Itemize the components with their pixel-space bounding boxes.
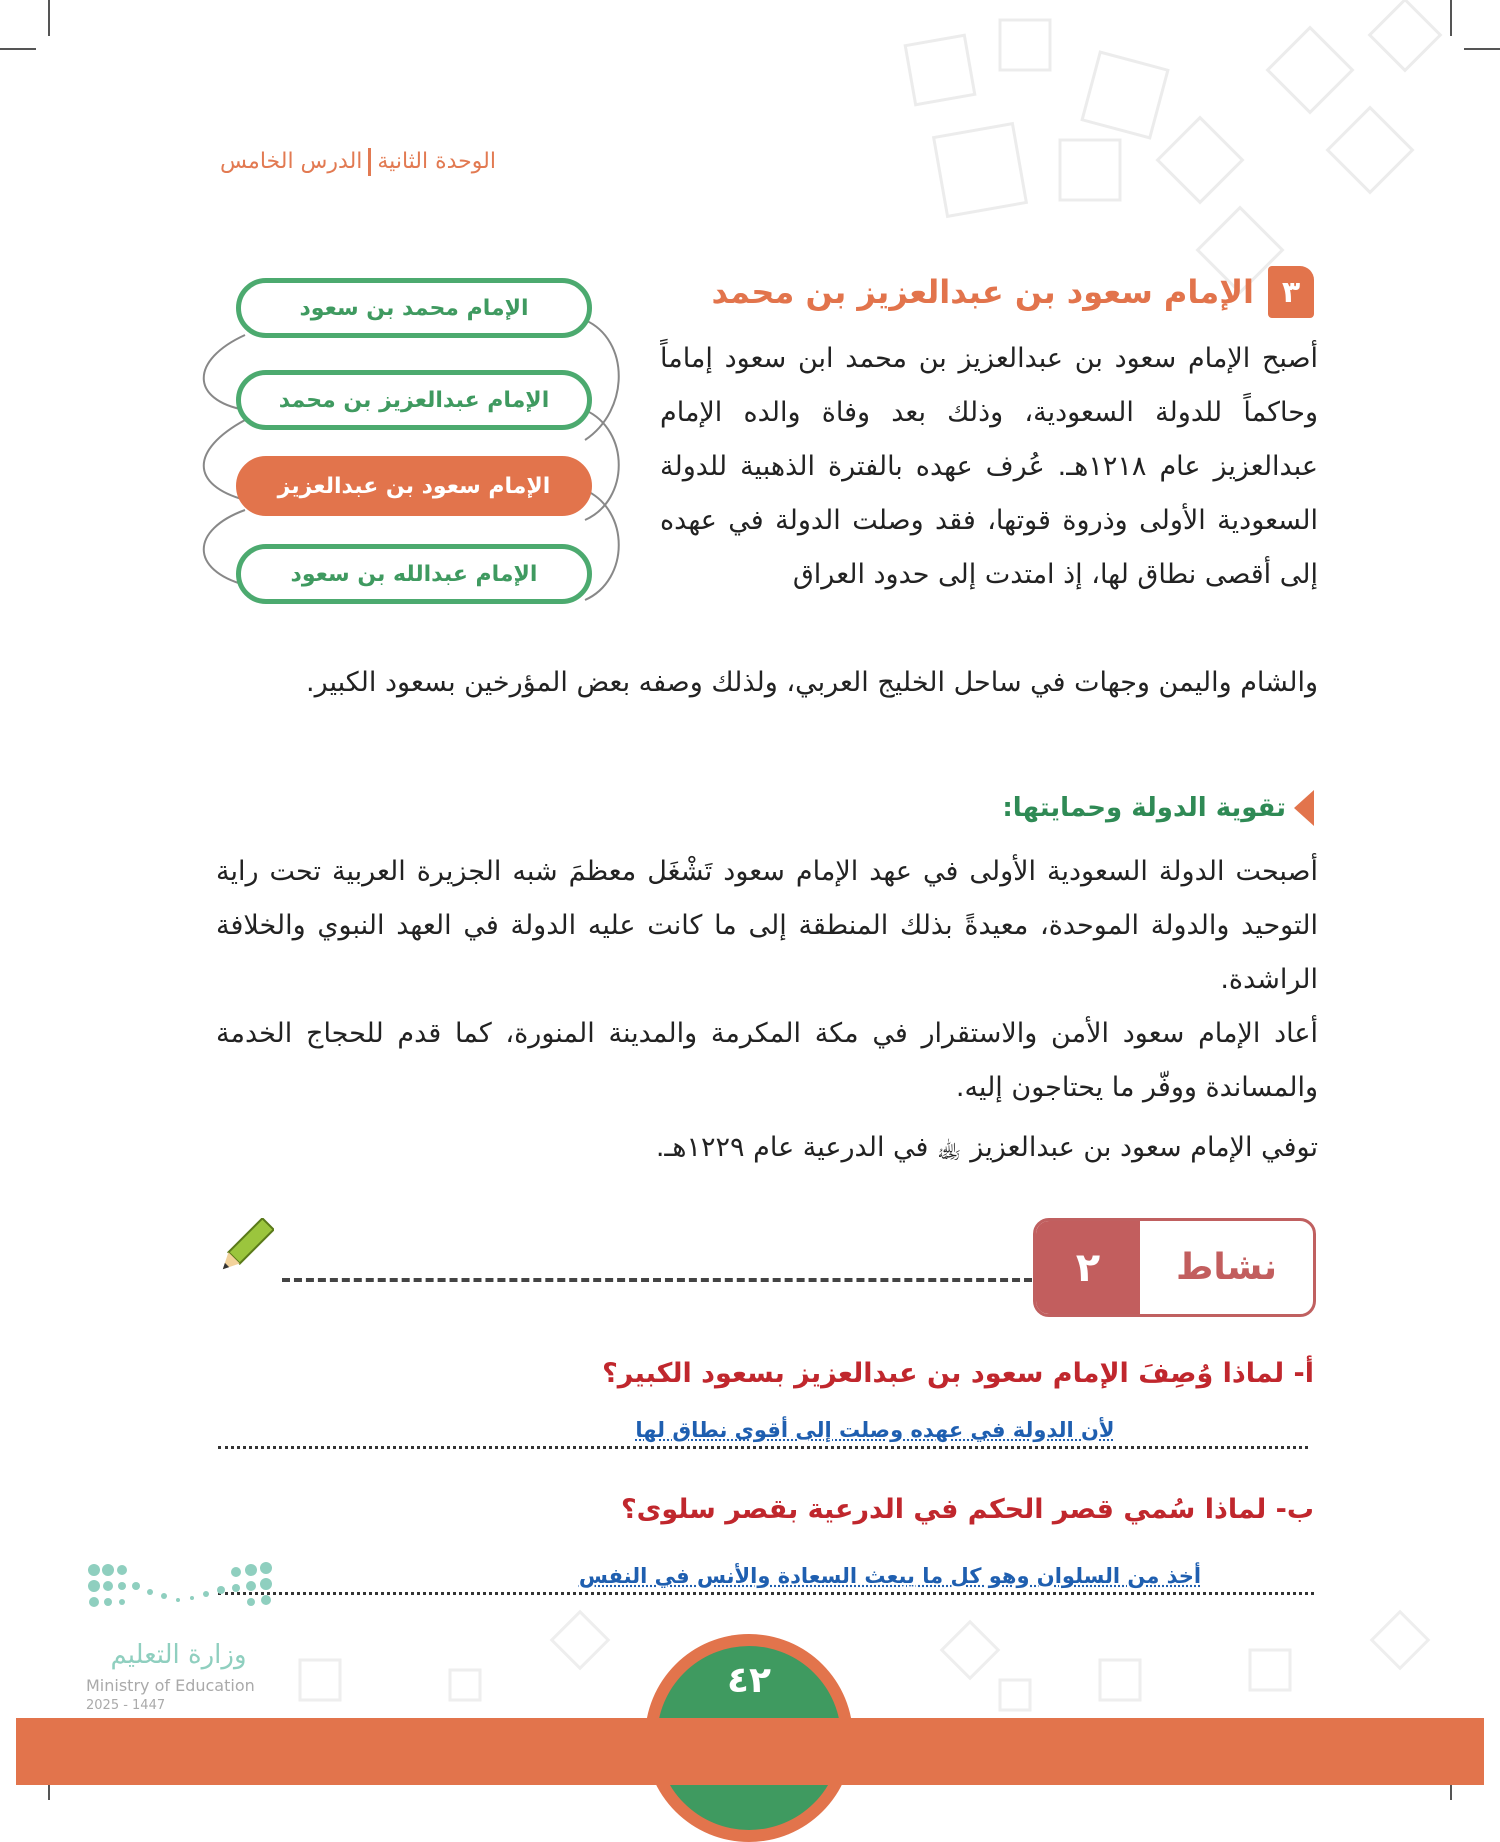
crop-mark	[0, 48, 36, 50]
edition-year: 2025 - 1447	[86, 1698, 166, 1713]
answer-line-a	[218, 1446, 1308, 1449]
paragraph-1: أصبح الإمام سعود بن عبدالعزيز بن محمد ابن سعود إماماً وحاكماً للدولة السعودية، وذلك بعد وفاة والده الإمام عبدالعزيز عام ١٢١٨هـ. عُرف عهده بالفترة الذهبية للدولة السعودية الأولى وذروة قوتها، فقد وصلت الدولة في عهده إلى أقصى نطاق لها، إذ امتدت إلى حدود العراق	[660, 343, 1318, 590]
background-pattern	[880, 0, 1500, 300]
crop-mark	[1464, 48, 1500, 50]
page-number: ٤٢	[727, 1660, 771, 1701]
header-divider	[368, 148, 371, 176]
subheading-text: تقوية الدولة وحمايتها:	[1002, 793, 1286, 823]
footer-bar	[16, 1718, 1484, 1785]
answer-line-b	[218, 1592, 1314, 1595]
paragraph-3: أعاد الإمام سعود الأمن والاستقرار في مكة المكرمة والمدينة المنورة، كما قدم للحجاج الخدمة والمساندة ووفّر ما يحتاجون إليه.	[216, 1018, 1318, 1103]
answer-a[interactable]: لأن الدولة في عهده وصلت إلى أقوى نطاق لها	[635, 1418, 1115, 1442]
lineage-node-1: الإمام محمد بن سعود	[236, 278, 592, 338]
section-title	[711, 266, 1314, 318]
paragraph-1-continued: والشام واليمن وجهات في ساحل الخليج العربي، ولذلك وصفه بعض المؤرخين بسعود الكبير.	[306, 667, 1318, 698]
chevron-icon	[1294, 790, 1314, 826]
lineage-node-3-current: الإمام سعود بن عبدالعزيز	[236, 456, 592, 516]
ministry-name-arabic: وزارة التعليم	[110, 1640, 247, 1670]
page-header	[220, 148, 580, 176]
lineage-node-2: الإمام عبدالعزيز بن محمد	[236, 370, 592, 430]
paragraph-2: أصبحت الدولة السعودية الأولى في عهد الإمام سعود تَشْغَل معظمَ شبه الجزيرة العربية تحت راية التوحيد والدولة الموحدة، معيدةً بذلك المنطقة إلى ما كانت عليه الدولة في العهد النبوي والخلافة الراشدة.	[216, 856, 1318, 995]
activity-label: نشاط	[1175, 1247, 1278, 1288]
subheading	[1002, 790, 1314, 826]
section-number-badge: ٣	[1268, 266, 1314, 318]
activity-number: ٢	[1036, 1221, 1140, 1314]
activity-divider	[282, 1278, 1032, 1282]
pencil-icon	[214, 1218, 274, 1280]
ministry-logo-dots	[86, 1560, 276, 1620]
crop-mark	[48, 0, 50, 36]
section-title-text: الإمام سعود بن عبدالعزيز بن محمد	[711, 273, 1254, 311]
question-b: ب- لماذا سُمي قصر الحكم في الدرعية بقصر سلوى؟	[620, 1494, 1314, 1525]
ministry-name-english: Ministry of Education	[86, 1676, 255, 1695]
paragraph-4: توفي الإمام سعود بن عبدالعزيز ﵀ في الدرعية عام ١٢٢٩هـ.	[655, 1132, 1318, 1163]
unit-label: الوحدة الثانية	[377, 149, 496, 174]
lineage-node-4: الإمام عبدالله بن سعود	[236, 544, 592, 604]
crop-mark	[1450, 0, 1452, 36]
lesson-label: الدرس الخامس	[220, 149, 363, 174]
answer-b[interactable]: أخذ من السلوان وهو كل ما يبعث السعادة والأنس في النفس	[578, 1564, 1202, 1588]
activity-box	[1033, 1218, 1316, 1317]
question-a: أ- لماذا وُصِفَ الإمام سعود بن عبدالعزيز بسعود الكبير؟	[602, 1358, 1314, 1389]
